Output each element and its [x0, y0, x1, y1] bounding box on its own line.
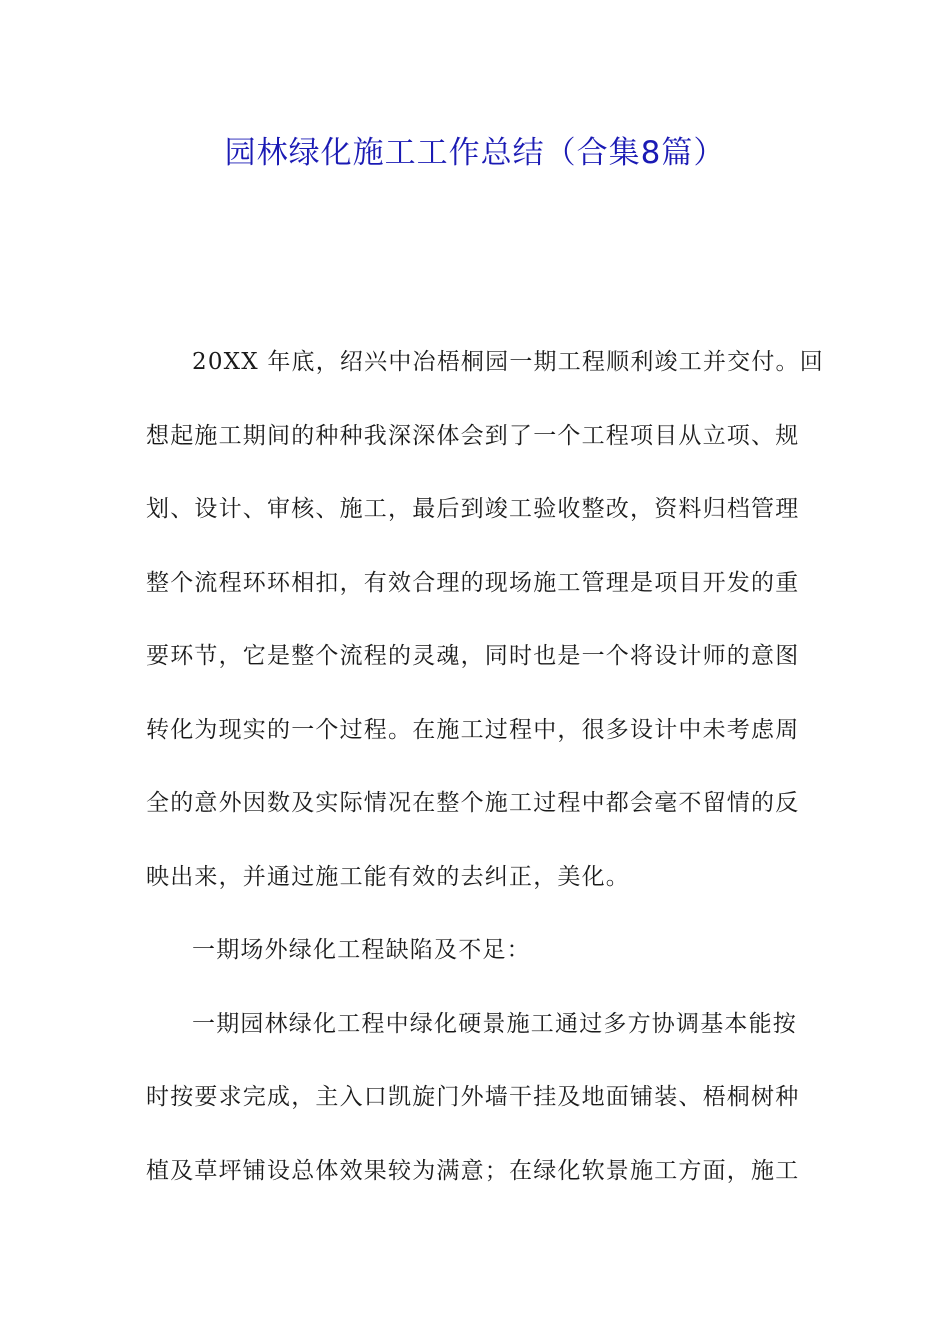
paragraph-line: 植及草坪铺设总体效果较为满意；在绿化软景施工方面，施工 — [146, 1157, 800, 1184]
document-body — [146, 335, 824, 1217]
paragraph-line: 一期园林绿化工程中绿化硬景施工通过多方协调基本能按 — [192, 1010, 797, 1037]
paragraph-line: 想起施工期间的种种我深深体会到了一个工程项目从立项、规 — [146, 422, 800, 449]
paragraph-line: 转化为现实的一个过程。在施工过程中，很多设计中未考虑周 — [146, 716, 800, 743]
paragraph-line: 整个流程环环相扣，有效合理的现场施工管理是项目开发的重 — [146, 569, 800, 596]
paragraph-line: 时按要求完成，主入口凯旋门外墙干挂及地面铺装、梧桐树种 — [146, 1084, 800, 1110]
section-heading: 一期场外绿化工程缺陷及不足： — [192, 937, 531, 963]
paragraph-line: 划、设计、审核、施工，最后到竣工验收整改，资料归档管理 — [146, 496, 800, 522]
document-title: 园林绿化施工工作总结（合集8篇） — [224, 135, 726, 171]
paragraph-line: 要环节，它是整个流程的灵魂，同时也是一个将设计师的意图 — [146, 643, 800, 669]
paragraph-line: 映出来，并通过施工能有效的去纠正，美化。 — [146, 863, 630, 890]
paragraph-line: 20XX 年底，绍兴中冶梧桐园一期工程顺利竣工并交付。回 — [192, 349, 824, 375]
paragraph-line: 全的意外因数及实际情况在整个施工过程中都会毫不留情的反 — [146, 790, 800, 816]
